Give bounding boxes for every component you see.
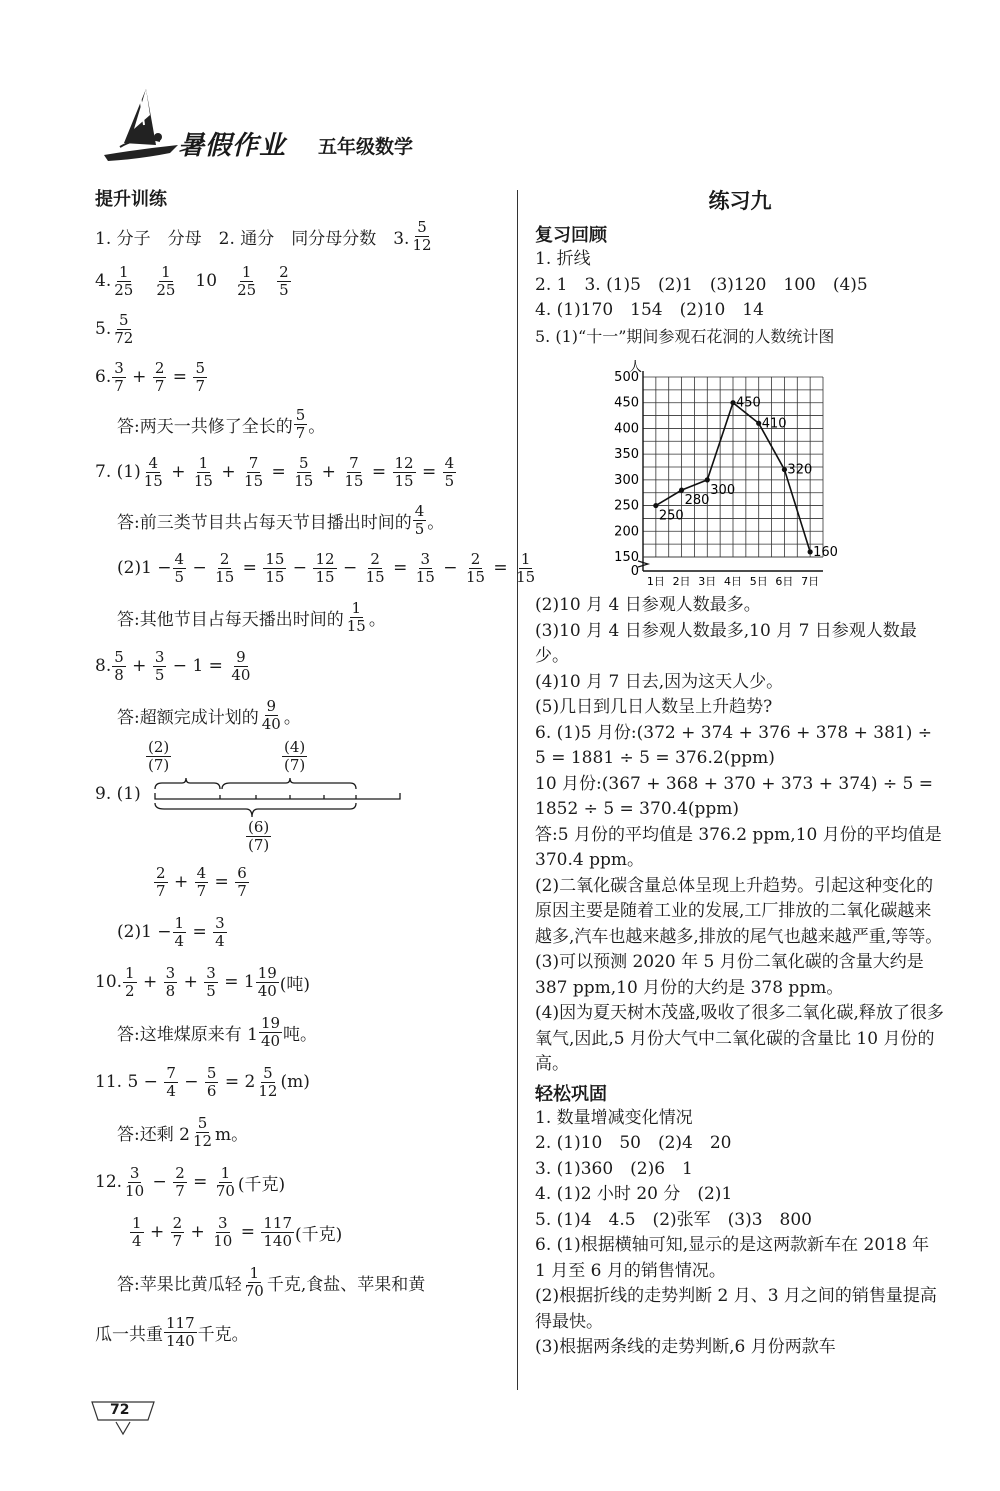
answer-q6-statement: 答:两天一共修了全长的 $\frac{5}{7}$ 。 xyxy=(117,405,326,442)
data-point xyxy=(730,400,735,405)
bracket-label-top-2: $\frac{(4)}{(7)}$ xyxy=(284,738,306,774)
answer-q12-equation-2: $\frac{1}{4}$ + $\frac{2}{7}$ + $\frac{3}{10}$ = $\frac{117}{140}$ (千克) xyxy=(132,1213,343,1250)
line-chart-svg xyxy=(605,359,845,589)
answer-q7-1: 7. (1) $\frac{4}{15}$ + $\frac{1}{15}$ + $\frac{7}{15}$ = $\frac{5}{15}$ + $\frac{7}{15}$ = $\frac{12}{15}$ = $\frac{4}{5}$ xyxy=(95,453,455,490)
answer-line: (5)几日到几日人数呈上升趋势? xyxy=(535,697,773,717)
data-point xyxy=(679,488,684,493)
y-tick-label: 400 xyxy=(614,421,639,437)
bracket-label-top-1: $\frac{(2)}{(7)}$ xyxy=(148,738,170,774)
answer-line: (3)10 月 4 日参观人数最多,10 月 7 日参观人数最少。 xyxy=(535,620,917,666)
y-axis-label: 人 xyxy=(629,360,643,375)
answer-q4: 4. $\frac{1}{25}$ $\frac{1}{25}$ 10 $\frac{1}{25}$ $\frac{2}{5}$ xyxy=(95,262,289,299)
answer-q6: 6. $\frac{3}{7}$ + $\frac{2}{7}$ = $\frac{5}{7}$ xyxy=(95,358,205,395)
answer-line: (4)10 月 7 日去,因为这天人少。 xyxy=(535,671,784,692)
header-title: 暑假作业 xyxy=(178,131,287,161)
data-label: 320 xyxy=(787,462,813,478)
x-tick-label: 5日 xyxy=(749,575,768,588)
windsurfer-logo-icon xyxy=(100,85,180,170)
data-point xyxy=(782,467,787,472)
data-label: 280 xyxy=(684,493,710,509)
answer-q12-statement-2: 瓜一共重 $\frac{117}{140}$ 千克。 xyxy=(95,1313,249,1350)
data-point xyxy=(705,477,710,482)
x-tick-label: 7日 xyxy=(801,575,820,588)
x-tick-label: 4日 xyxy=(724,575,742,588)
data-label: 300 xyxy=(710,482,736,498)
data-label: 450 xyxy=(736,395,761,411)
x-tick-labels xyxy=(647,575,819,588)
answer-line: 1. 折线 xyxy=(535,249,591,269)
answer-line: 1. 数量增减变化情况 xyxy=(535,1107,693,1128)
answer-q9-2: (2)1 − $\frac{1}{4}$ = $\frac{3}{4}$ xyxy=(117,913,225,950)
answer-line: 5. (1)“十一”期间参观石花洞的人数统计图 xyxy=(535,326,835,346)
column-divider xyxy=(517,190,518,1390)
x-tick-label: 2日 xyxy=(672,575,691,588)
answer-q5: 5. $\frac{5}{72}$ xyxy=(95,310,134,347)
answer-line: (3)根据两条线的走势判断,6 月份两款车 xyxy=(535,1337,836,1357)
section-heading-review: 复习回顾 xyxy=(535,225,607,246)
y-tick-label: 350 xyxy=(614,447,639,463)
answer-q12-statement: 答:苹果比黄瓜轻 $\frac{1}{70}$ 千克,食盐、苹果和黄 xyxy=(117,1263,426,1300)
answer-q11-statement: 答:还剩 2 $\frac{5}{12}$ m。 xyxy=(117,1113,249,1150)
bracket-label-bottom: $\frac{(6)}{(7)}$ xyxy=(248,818,270,854)
answer-line: 4. (1)170 154 (2)10 14 xyxy=(535,300,764,320)
x-tick-label: 6日 xyxy=(775,575,794,588)
answer-q9-diagram: $\frac{(2)}{(7)}$ $\frac{(4)}{(7)}$ 9. (1) $\frac{(6)}{(7)}$ xyxy=(95,739,505,857)
answer-line: 2. 1 3. (1)5 (2)1 (3)120 100 (4)5 xyxy=(535,274,868,295)
page-number: 72 xyxy=(110,1402,130,1418)
answer-q10-statement: 答:这堆煤原来有 1 $\frac{19}{40}$ 吨。 xyxy=(117,1013,318,1050)
answer-q8-statement: 答:超额完成计划的 $\frac{9}{40}$ 。 xyxy=(117,696,301,733)
data-point xyxy=(808,549,813,554)
answer-line: 3. (1)360 (2)6 1 xyxy=(535,1158,693,1179)
left-column xyxy=(95,185,536,1357)
y-tick-labels xyxy=(614,370,639,579)
y-tick-label: 200 xyxy=(614,524,639,540)
answer-line: 2. (1)10 50 (2)4 20 xyxy=(535,1133,732,1153)
y-tick-label: 250 xyxy=(614,498,639,514)
segment-bracket-icon xyxy=(150,775,410,825)
answer-line: (2)二氧化碳含量总体呈现上升趋势。引起这种变化的原因主要是随着工业的发展,工厂排放的二氧化碳越来越多,汽车也越来越多,排放的尾气也越来越严重,等等。 xyxy=(535,875,943,947)
answer-q1: 1. 分子 分母 2. 通分 同分母分数 3. $\frac{5}{12}$ xyxy=(95,217,432,254)
data-label: 160 xyxy=(813,544,838,560)
answer-q11: 11. 5 − $\frac{7}{4}$ − $\frac{5}{6}$ = 2 $\frac{5}{12}$ (m) xyxy=(95,1063,310,1100)
page-header xyxy=(100,85,520,175)
data-label: 250 xyxy=(658,508,684,524)
data-labels xyxy=(659,396,838,560)
data-point xyxy=(653,503,658,508)
answer-line: 5. (1)4 4.5 (2)张军 (3)3 800 xyxy=(535,1209,812,1230)
section-heading: 提升训练 xyxy=(95,189,167,210)
answer-line: 6. (1)5 月份:(372 + 374 + 376 + 378 + 381) ÷ 5 = 1881 ÷ 5 = 376.2(ppm) xyxy=(535,722,933,768)
exercise-title: 练习九 xyxy=(708,189,772,213)
y-tick-label: 300 xyxy=(614,472,639,488)
answer-line: 6. (1)根据横轴可知,显示的是这两款新车在 2018 年 1 月至 6 月的销售情况。 xyxy=(535,1235,930,1281)
y-tick-label: 500 xyxy=(614,370,639,385)
answer-line: 10 月份:(367 + 368 + 370 + 373 + 374) ÷ 5 = 1852 ÷ 5 = 370.4(ppm) xyxy=(535,773,933,819)
answer-q7-2-statement: 答:其他节目占每天播出时间的 $\frac{1}{15}$ 。 xyxy=(117,598,386,635)
data-point xyxy=(756,421,761,426)
answer-q8: 8. $\frac{5}{8}$ + $\frac{3}{5}$ − 1 = $\frac{9}{40}$ xyxy=(95,647,251,684)
x-tick-label: 3日 xyxy=(698,575,717,588)
answer-q12: 12. $\frac{3}{10}$ − $\frac{2}{7}$ = $\frac{1}{70}$ (千克) xyxy=(95,1163,286,1200)
section-heading-practice: 轻松巩固 xyxy=(535,1083,607,1105)
page-number-badge xyxy=(88,1398,158,1424)
answer-line: (2)根据折线的走势判断 2 月、3 月之间的销售量提高得最快。 xyxy=(535,1286,937,1332)
y-tick-label: 150 xyxy=(614,550,639,565)
answer-line: (3)可以预测 2020 年 5 月份二氧化碳的含量大约是 387 ppm,10 月份的大约是 378 ppm。 xyxy=(535,952,924,998)
header-subject: 五年级数学 xyxy=(318,136,414,158)
answer-q10: 10. $\frac{1}{2}$ + $\frac{3}{8}$ + $\frac{3}{5}$ = 1 $\frac{19}{40}$ (吨) xyxy=(95,963,311,1000)
x-tick-label: 1日 xyxy=(646,575,665,588)
y-tick-label: 0 xyxy=(630,564,639,579)
data-label: 410 xyxy=(761,416,787,432)
y-tick-label: 450 xyxy=(614,395,639,411)
answer-line: (4)因为夏天树木茂盛,吸收了很多二氧化碳,释放了很多氧气,因此,5 月份大气中二氧化碳的含量比 10 月份的高。 xyxy=(535,1003,944,1074)
answer-q7-1-statement: 答:前三类节目共占每天节目播出时间的 $\frac{4}{5}$ 。 xyxy=(117,501,445,538)
answer-line: 4. (1)2 小时 20 分 (2)1 xyxy=(535,1184,733,1204)
answer-q7-2: (2)1 − $\frac{4}{5}$ − $\frac{2}{15}$ = $\frac{15}{15}$ − $\frac{12}{15}$ − $\frac{2}{15}$ = $\frac{3}{15}$ − $\frac{2}{15}$ = $\frac{1}{15}$ xyxy=(117,549,536,586)
visitor-line-chart xyxy=(605,359,845,589)
answer-q9-1-equation: $\frac{2}{7}$ + $\frac{4}{7}$ = $\frac{6}{7}$ xyxy=(156,863,247,900)
answer-line: 答:5 月份的平均值是 376.2 ppm,10 月份的平均值是 370.4 ppm。 xyxy=(535,824,942,870)
answer-line: (2)10 月 4 日参观人数最多。 xyxy=(535,595,761,615)
right-column xyxy=(535,185,945,1361)
